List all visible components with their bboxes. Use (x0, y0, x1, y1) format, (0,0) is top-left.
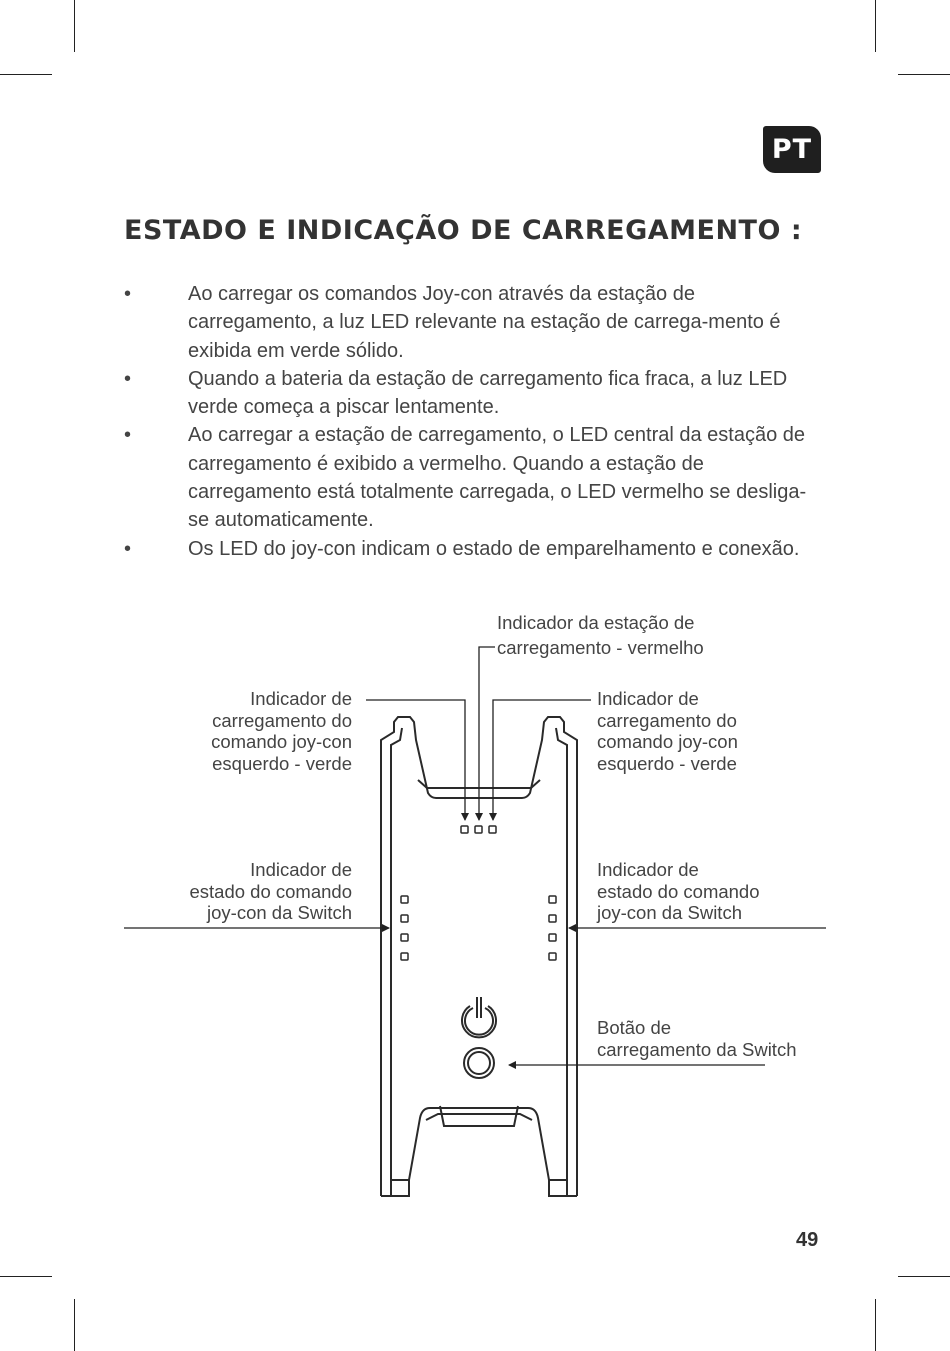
language-badge: PT (763, 126, 821, 173)
bullet-dot: • (124, 537, 132, 560)
bullet-text: Ao carregar os comandos Joy-con através da estação de carregamento, a luz LED relevante na estação de carrega-mento é exibida em verde sólido. (188, 283, 781, 362)
led-right-joycon (489, 826, 496, 833)
bullet-text: Quando a bateria da estação de carregamento fica fraca, a luz LED verde começa a piscar lentamente. (188, 367, 788, 419)
bullet-dot: • (124, 283, 132, 305)
label-right-status-indicator: Indicador de estado do comando joy-con da Switch (597, 859, 760, 923)
led-left-joycon (461, 826, 468, 833)
label-right-charging-indicator: Indicador de carregamento do comando joy-con esquerdo - verde (597, 688, 738, 774)
led-station-red (475, 826, 482, 833)
bullet-dot: • (124, 367, 132, 390)
charge-button (464, 1048, 494, 1078)
station-led-indicators (461, 826, 496, 833)
label-left-charging-indicator: Indicador de carregamento do comando joy-con esquerdo - verde (211, 688, 352, 774)
bullet-dot: • (124, 424, 132, 447)
section-title: ESTADO E INDICAÇÃO DE CARREGAMENTO : (124, 215, 803, 246)
status-leds-right (549, 896, 556, 960)
label-station-indicator: Indicador da estação de carregamento - vermelho (497, 612, 704, 658)
label-charge-button: Botão de carregamento da Switch (597, 1017, 797, 1060)
status-leds-left (401, 896, 408, 960)
page-number: 49 (796, 1229, 819, 1251)
bullet-text: Os LED do joy-con indicam o estado de emparelhamento e conexão. (188, 537, 800, 560)
label-left-status-indicator: Indicador de estado do comando joy-con da Switch (189, 859, 352, 923)
power-icon (462, 997, 496, 1037)
bullet-text: Ao carregar a estação de carregamento, o LED central da estação de carregamento é exibido a vermelho. Quando a estação de carregamento está totalmente carregada, o LED vermelho se desliga-se automaticamente. (188, 424, 807, 532)
